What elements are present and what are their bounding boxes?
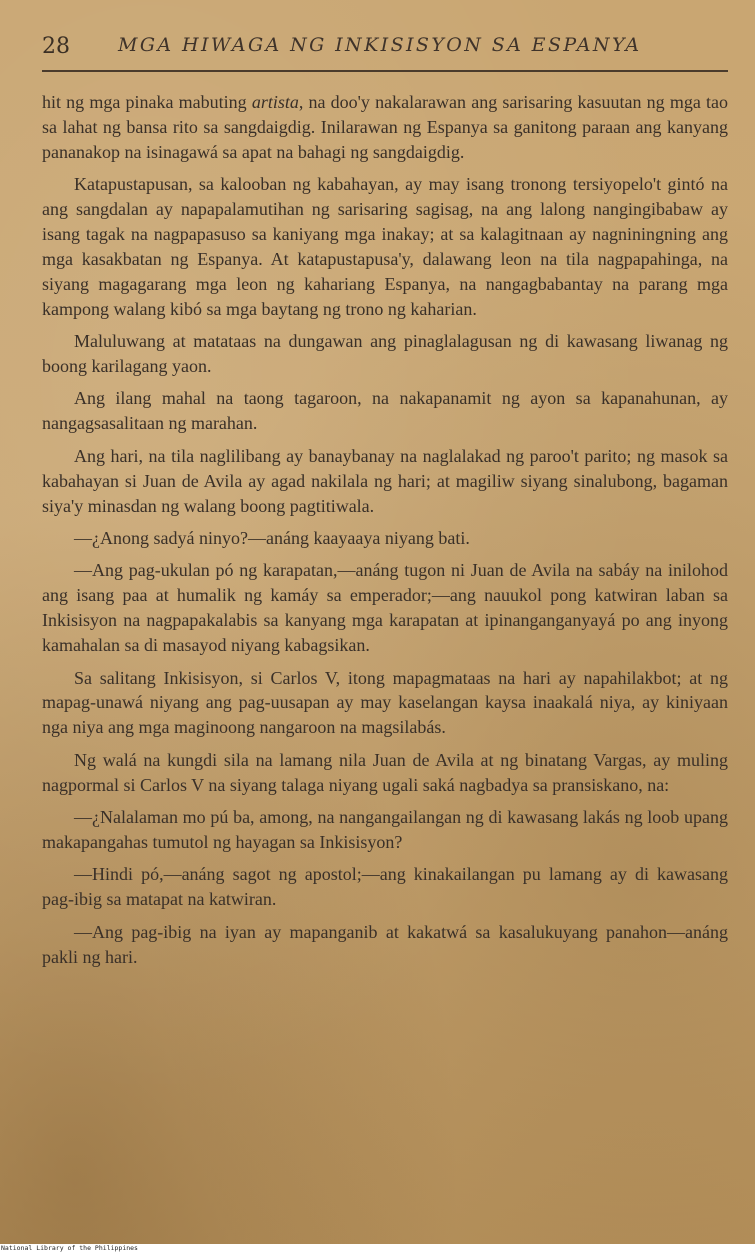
paragraph: Ng walá na kungdi sila na lamang nila Juan de Avila at ng binatang Vargas, ay muling nagpormal si Carlos V na siyang talaga niyang ugali saká nagbadya sa pransiskano, na: — [42, 749, 728, 795]
page-body-text — [42, 90, 728, 977]
italic-term: artista — [251, 92, 299, 112]
paragraph: Katapustapusan, sa kalooban ng kabahayan, ay may isang tronong tersiyopelo't gintó na ang sangdalan ay napapalamutihan ng sarisaring sagisag, na ang lalong nangingibabaw ay isang tagak na nagpapasuso sa kaniyang mga inakay; at sa kalagitnaan ay nagniningning ang mga kasakbatan ng Espanya. At katapustapusa'y, dalawang leon na tila nagpapahinga, na siyang magagarang mga leon ng kahariang Espanya, na nangagbabantay na parang mga kampong walang kibó sa mga baytang ng trono ng kaharian. — [42, 174, 728, 319]
dialogue-line: —Ang pag-ukulan pó ng karapatan,—anáng tugon ni Juan de Avila na sabáy na inilohod ang isang paa at humalik ng kamáy sa emperador;—ang nauukol pong katwiran laban sa Inkisisyon na nagpapakalabis sa kanyang mga karapatan at ipinanganganyayá po ang inyong kamahalan sa di masayod niyang kabagsikan. — [42, 560, 728, 656]
footer-strip — [0, 1244, 755, 1253]
dialogue-line: —Hindi pó,—anáng sagot ng apostol;—ang kinakailangan pu lamang ay di kawasang pag-ibig sa matapat na katwiran. — [42, 864, 728, 910]
paragraph-text-start: hit ng mga pinaka mabuting — [42, 92, 252, 112]
dialogue-line: —¿Nalalaman mo pú ba, among, na nangangailangan ng di kawasang lakás ng loob upang makapangahas tumutol ng hayagan sa Inkisisyon? — [42, 807, 728, 852]
dialogue-line: —¿Anong sadyá ninyo?—anáng kaayaaya niyang bati. — [74, 528, 470, 548]
page-number: 28 — [42, 34, 70, 59]
paragraph-text-end: , na doo'y nakalarawan ang sarisaring kasuutan ng mga tao sa lahat ng bansa rito sa sangdaigdig. Inilarawan ng Espanya sa ganitong paraan ang kanyang pananakop na isinagawá sa apat na bahagi ng sangdaigdig. — [42, 92, 728, 162]
paragraph: Sa salitang Inkisisyon, si Carlos V, itong mapagmataas na hari ay napahilakbot; at ng mapag-unawá niyang ang pag-uusapan ay may kaselangan kaysa inaakalá niya, ay kiniyaan nga niya ang mga maginoong nangaroon na magsilabás. — [42, 667, 728, 738]
running-head: MGA HIWAGA NG INKISISYON SA ESPANYA — [118, 34, 642, 56]
paragraph: Ang hari, na tila naglilibang ay banaybanay na naglalakad ng paroo't parito; ng masok sa kabahayan si Juan de Avila ay agad nakilala ng hari; at magiliw siyang sinalubong, bagaman siya'y minasdan ng walang boong pagtitiwala. — [42, 445, 728, 516]
header-rule — [42, 70, 728, 72]
paragraph-continued — [42, 90, 728, 165]
dialogue-line: —Ang pag-ibig na iyan ay mapanganib at kakatwá sa kasalukuyang panahon—anáng pakli ng hari. — [42, 921, 728, 967]
paragraph: Maluluwang at matataas na dungawan ang pinaglalagusan ng di kawasang liwanag ng boong karilagang yaon. — [42, 331, 728, 377]
footer-credit: National Library of the Philippines — [1, 1244, 138, 1252]
page-header — [42, 30, 732, 70]
paragraph: Ang ilang mahal na taong tagaroon, na nakapanamit ng ayon sa kapanahunan, ay nangagsasalitaan ng marahan. — [42, 388, 728, 434]
